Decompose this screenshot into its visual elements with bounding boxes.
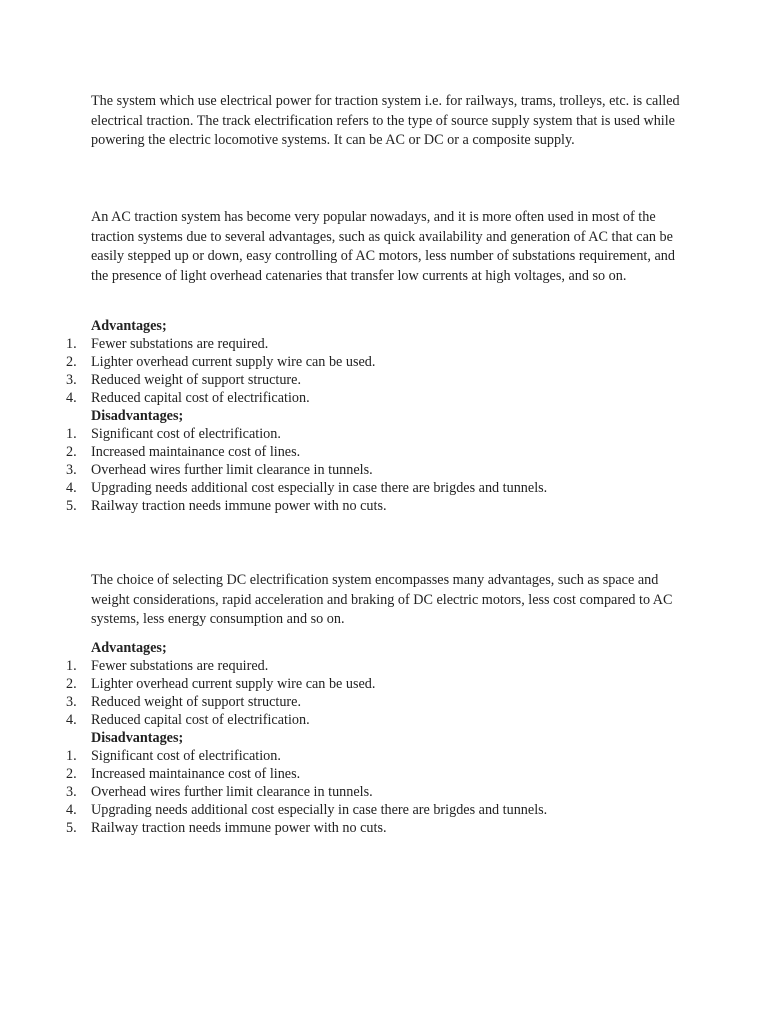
list-item-text: Reduced capital cost of electrification. <box>91 390 310 406</box>
list-item-text: Overhead wires further limit clearance in tunnels. <box>91 784 373 800</box>
disadvantages-list <box>0 747 768 837</box>
list-item <box>0 461 768 479</box>
list-number: 2. <box>66 766 77 782</box>
list-item-text: Overhead wires further limit clearance in tunnels. <box>91 462 373 478</box>
list-number: 5. <box>66 498 77 514</box>
list-item <box>0 747 768 765</box>
list-number: 4. <box>66 712 77 728</box>
ac-traction-paragraph: An AC traction system has become very popular nowadays, and it is more often used in most of the traction systems due to several advantages, such as quick availability and generation of AC that can be easily stepped up or down, easy controlling of AC motors, less number of substations requirement, and the presence of light overhead catenaries that transfer low currents at high voltages, and so on. <box>91 209 675 284</box>
advantages-heading: Advantages; <box>91 318 167 334</box>
list-item <box>0 819 768 837</box>
list-item-text: Railway traction needs immune power with no cuts. <box>91 498 387 514</box>
list-item <box>0 353 768 371</box>
list-item-text: Fewer substations are required. <box>91 336 269 352</box>
disadvantages-heading: Disadvantages; <box>91 730 184 746</box>
list-number: 3. <box>66 462 77 478</box>
list-number: 1. <box>66 658 77 674</box>
list-item <box>0 497 768 515</box>
list-item <box>0 765 768 783</box>
list-number: 3. <box>66 784 77 800</box>
list-item <box>0 425 768 443</box>
list-item-text: Lighter overhead current supply wire can be used. <box>91 676 376 692</box>
list-number: 3. <box>66 372 77 388</box>
list-number: 4. <box>66 480 77 496</box>
list-item-text: Significant cost of electrification. <box>91 426 281 442</box>
list-item-text: Increased maintainance cost of lines. <box>91 444 301 460</box>
list-item <box>0 479 768 497</box>
list-number: 3. <box>66 694 77 710</box>
ac-pros-cons-section <box>0 317 768 515</box>
advantages-heading: Advantages; <box>91 640 167 656</box>
list-item <box>0 801 768 819</box>
list-item <box>0 657 768 675</box>
list-item-text: Lighter overhead current supply wire can be used. <box>91 354 376 370</box>
list-number: 2. <box>66 676 77 692</box>
list-item-text: Reduced weight of support structure. <box>91 694 301 710</box>
dc-traction-paragraph: The choice of selecting DC electrification system encompasses many advantages, such as space and weight considerations, rapid acceleration and braking of DC electric motors, less cost compared to AC systems, less energy consumption and so on. <box>91 572 673 628</box>
list-item-text: Increased maintainance cost of lines. <box>91 766 301 782</box>
list-item-text: Reduced capital cost of electrification. <box>91 712 310 728</box>
list-item <box>0 371 768 389</box>
list-item-text: Railway traction needs immune power with no cuts. <box>91 820 387 836</box>
list-number: 1. <box>66 336 77 352</box>
disadvantages-list <box>0 425 768 515</box>
list-item <box>0 711 768 729</box>
list-item <box>0 389 768 407</box>
list-number: 2. <box>66 444 77 460</box>
list-number: 4. <box>66 802 77 818</box>
list-item <box>0 675 768 693</box>
list-item-text: Significant cost of electrification. <box>91 748 281 764</box>
list-number: 5. <box>66 820 77 836</box>
list-item <box>0 443 768 461</box>
list-item-text: Upgrading needs additional cost especially in case there are brigdes and tunnels. <box>91 802 548 818</box>
disadvantages-heading: Disadvantages; <box>91 408 184 424</box>
list-item-text: Reduced weight of support structure. <box>91 372 301 388</box>
list-item-text: Upgrading needs additional cost especially in case there are brigdes and tunnels. <box>91 480 548 496</box>
list-number: 2. <box>66 354 77 370</box>
list-item <box>0 783 768 801</box>
list-number: 1. <box>66 748 77 764</box>
list-number: 4. <box>66 390 77 406</box>
advantages-list <box>0 335 768 407</box>
list-item <box>0 335 768 353</box>
dc-pros-cons-section <box>0 639 768 837</box>
list-item-text: Fewer substations are required. <box>91 658 269 674</box>
intro-paragraph: The system which use electrical power for traction system i.e. for railways, trams, trolleys, etc. is called electrical traction. The track electrification refers to the type of source supply system that is used while powering the electric locomotive systems. It can be AC or DC or a composite supply. <box>91 93 680 149</box>
list-number: 1. <box>66 426 77 442</box>
list-item <box>0 693 768 711</box>
advantages-list <box>0 657 768 729</box>
